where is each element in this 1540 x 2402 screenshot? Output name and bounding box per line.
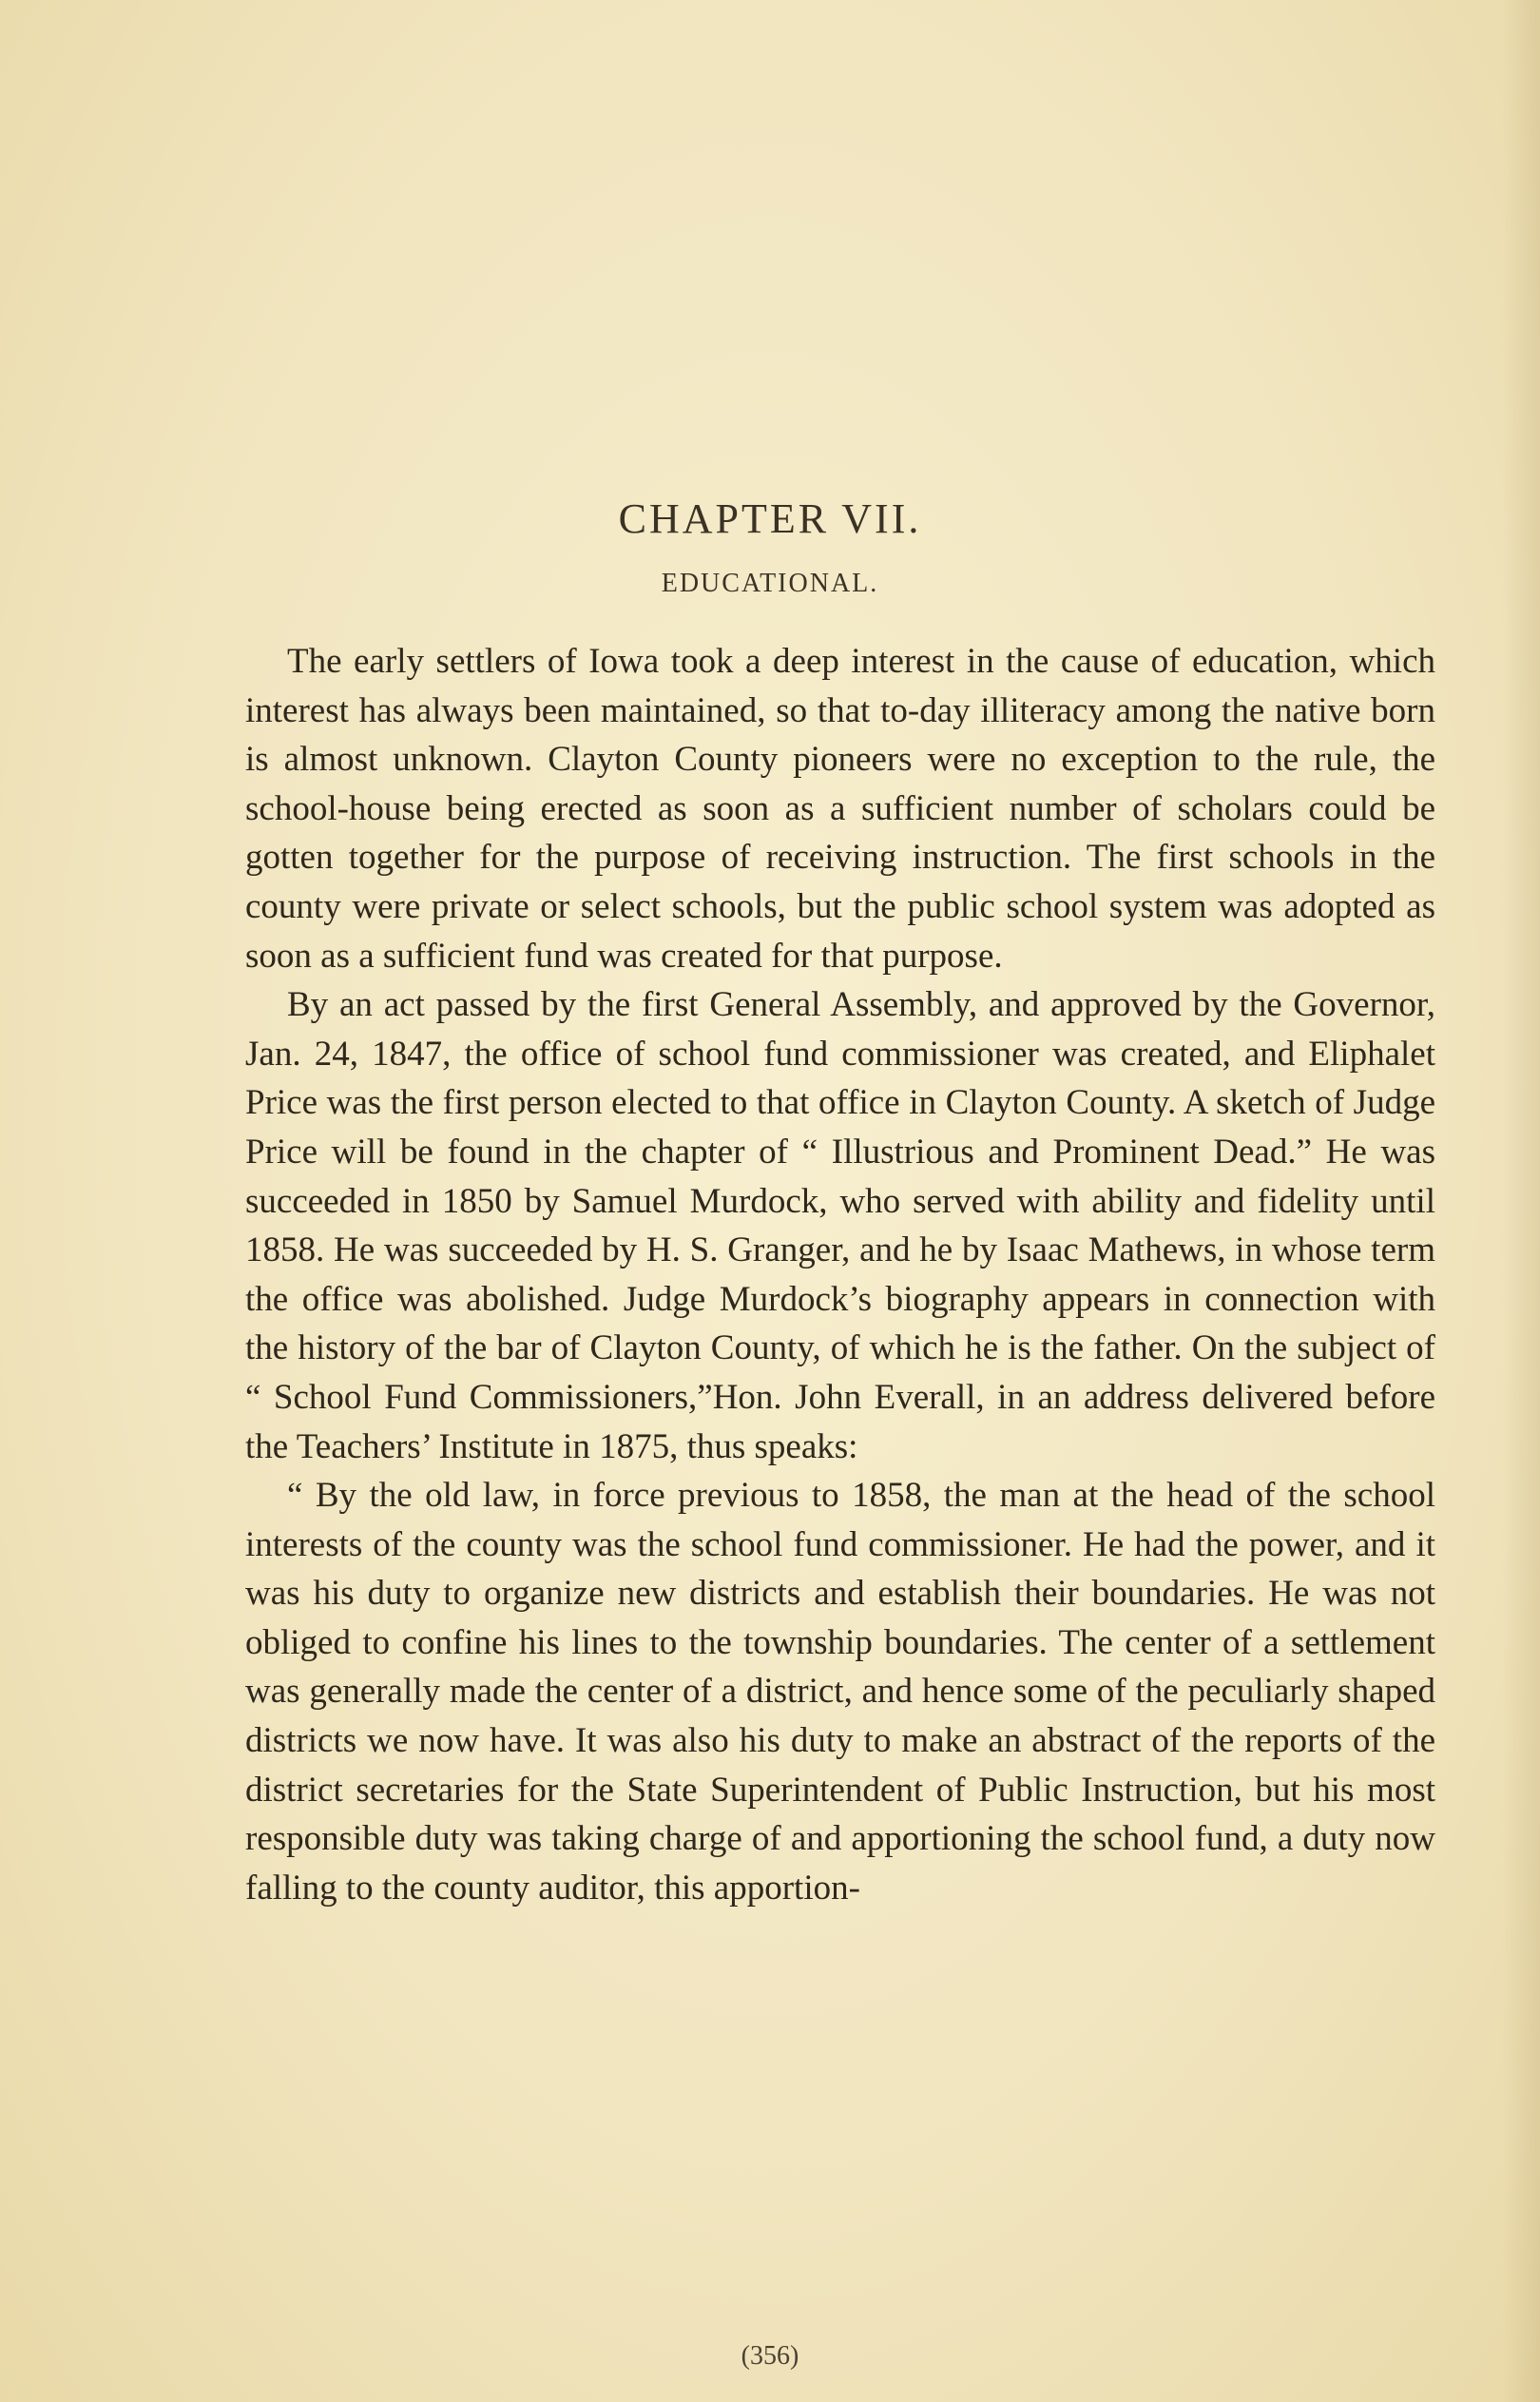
chapter-subtitle: EDUCATIONAL. [661, 569, 879, 598]
paragraph-1: The early settlers of Iowa took a deep interest in the cause of education, which interest has always been maintained, so that to-day illiteracy among the native born is almost unknown. Clayton County pioneers were no exception to the rule, the school-house being erected as soon as a sufficient number of scholars could be gotten together for the purpose of receiving instruction. The first schools in the county were private or select schools, but the public school system was adopted as soon as a sufficient fund was created for that purpose. [245, 642, 1435, 976]
paragraph-2: By an act passed by the first General Assembly, and approved by the Governor, Jan. 24, 1847, the office of school fund commissioner was created, and Eliphalet Price was the first person elected to that office in Clayton County. A sketch of Judge Price will be found in the chapter of “ Illustrious and Prominent Dead.” He was succeeded in 1850 by Samuel Murdock, who served with ability and fidelity until 1858. He was succeeded by H. S. Granger, and he by Isaac Mathews, in whose term the office was abolished. Judge Murdock’s biography appears in connection with the history of the bar of Clayton County, of which he is the father. On the subject of “ School Fund Commissioners,”Hon. John Everall, in an address delivered before the Teachers’ Institute in 1875, thus speaks: [245, 985, 1435, 1466]
page-edge-shading [1502, 0, 1540, 2402]
page-number: (356) [741, 2341, 799, 2371]
paragraph-3: “ By the old law, in force previous to 1858, the man at the head of the school interests of the county was the school fund commissioner. He had the power, and it was his duty to organize new districts and establish their boundaries. He was not obliged to confine his lines to the township boundaries. The center of a settlement was generally made the center of a district, and hence some of the peculiarly shaped districts we now have. It was also his duty to make an abstract of the reports of the district secretaries for the State Superintendent of Public Instruction, but his most responsible duty was taking charge of and apportioning the school fund, a duty now falling to the county auditor, this apportion- [245, 1476, 1435, 1908]
chapter-title: CHAPTER VII. [618, 495, 922, 542]
body-text [245, 637, 1435, 1912]
